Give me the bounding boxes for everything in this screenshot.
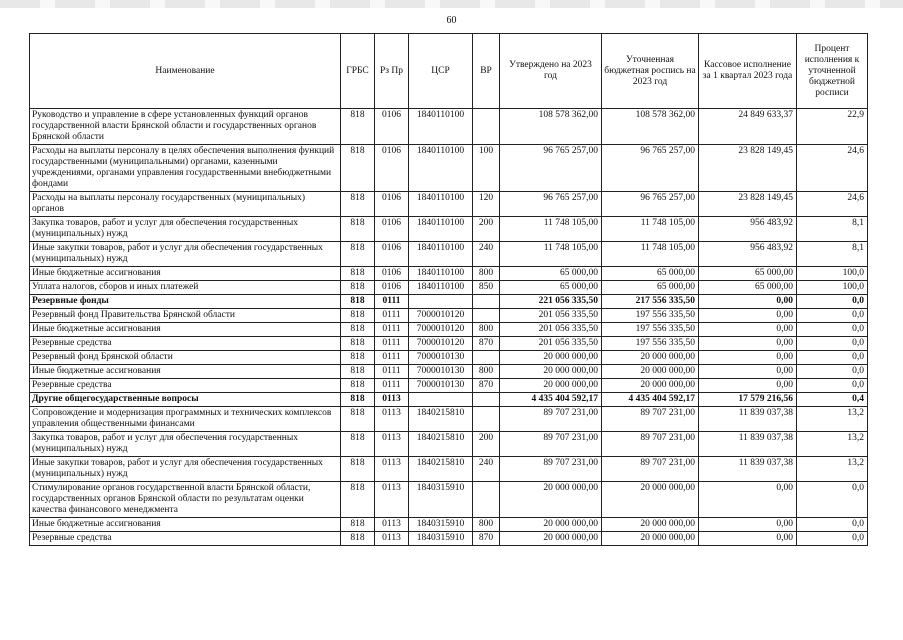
table-row — [30, 145, 868, 192]
cell-csr: 1840315910 — [409, 518, 473, 532]
table-row — [30, 365, 868, 379]
cell-rzpr: 0113 — [375, 432, 409, 457]
cell-vr: 800 — [473, 267, 500, 281]
cell-approved: 65 000,00 — [500, 267, 602, 281]
cell-grbs: 818 — [341, 145, 375, 192]
cell-percent: 100,0 — [797, 267, 868, 281]
cell-vr: 870 — [473, 337, 500, 351]
cell-grbs: 818 — [341, 281, 375, 295]
cell-name: Уплата налогов, сборов и иных платежей — [30, 281, 341, 295]
table-row — [30, 309, 868, 323]
cell-refined: 20 000 000,00 — [602, 532, 699, 546]
cell-rzpr: 0106 — [375, 242, 409, 267]
cell-csr: 1840110100 — [409, 192, 473, 217]
cell-grbs: 818 — [341, 295, 375, 309]
cell-cash: 0,00 — [699, 379, 797, 393]
cell-name: Иные бюджетные ассигнования — [30, 365, 341, 379]
cell-csr: 7000010130 — [409, 379, 473, 393]
cell-approved: 11 748 105,00 — [500, 242, 602, 267]
header-refined: Уточненная бюджетная роспись на 2023 год — [602, 34, 699, 109]
cell-approved: 20 000 000,00 — [500, 518, 602, 532]
cell-cash: 11 839 037,38 — [699, 407, 797, 432]
cell-rzpr: 0113 — [375, 482, 409, 518]
cell-vr: 100 — [473, 145, 500, 192]
cell-name: Иные бюджетные ассигнования — [30, 323, 341, 337]
cell-vr: 800 — [473, 518, 500, 532]
cell-rzpr: 0111 — [375, 309, 409, 323]
cell-approved: 201 056 335,50 — [500, 337, 602, 351]
cell-grbs: 818 — [341, 309, 375, 323]
cell-percent: 24,6 — [797, 192, 868, 217]
cell-vr — [473, 109, 500, 145]
cell-approved: 20 000 000,00 — [500, 482, 602, 518]
cell-csr: 7000010130 — [409, 365, 473, 379]
cell-cash: 0,00 — [699, 518, 797, 532]
cell-name: Расходы на выплаты персоналу государственных (муниципальных) органов — [30, 192, 341, 217]
cell-cash: 11 839 037,38 — [699, 457, 797, 482]
cell-cash: 0,00 — [699, 351, 797, 365]
header-rzpr: Рз Пр — [375, 34, 409, 109]
cell-refined: 197 556 335,50 — [602, 309, 699, 323]
cell-grbs: 818 — [341, 242, 375, 267]
cell-rzpr: 0106 — [375, 281, 409, 295]
header-name: Наименование — [30, 34, 341, 109]
cell-refined: 96 765 257,00 — [602, 145, 699, 192]
cell-csr: 1840315910 — [409, 482, 473, 518]
cell-name: Закупка товаров, работ и услуг для обеспечения государственных (муниципальных) нужд — [30, 217, 341, 242]
cell-rzpr: 0113 — [375, 457, 409, 482]
cell-csr: 1840215810 — [409, 457, 473, 482]
table-row — [30, 281, 868, 295]
cell-csr: 1840110100 — [409, 242, 473, 267]
cell-vr: 240 — [473, 457, 500, 482]
cell-refined: 20 000 000,00 — [602, 351, 699, 365]
cell-grbs: 818 — [341, 351, 375, 365]
table-row — [30, 323, 868, 337]
cell-approved: 4 435 404 592,17 — [500, 393, 602, 407]
cell-csr: 1840315910 — [409, 532, 473, 546]
cell-name: Стимулирование органов государственной власти Брянской области, государственных органов Брянской области по результатам оценки качества финансового менеджмента — [30, 482, 341, 518]
cell-rzpr: 0113 — [375, 518, 409, 532]
cell-grbs: 818 — [341, 393, 375, 407]
cell-vr — [473, 351, 500, 365]
cell-cash: 0,00 — [699, 295, 797, 309]
cell-cash: 23 828 149,45 — [699, 192, 797, 217]
cell-refined: 89 707 231,00 — [602, 407, 699, 432]
cell-approved: 89 707 231,00 — [500, 457, 602, 482]
cell-cash: 65 000,00 — [699, 281, 797, 295]
cell-csr: 7000010120 — [409, 323, 473, 337]
cell-cash: 11 839 037,38 — [699, 432, 797, 457]
cell-csr: 1840110100 — [409, 145, 473, 192]
cell-percent: 13,2 — [797, 457, 868, 482]
cell-refined: 197 556 335,50 — [602, 337, 699, 351]
cell-approved: 20 000 000,00 — [500, 365, 602, 379]
cell-approved: 11 748 105,00 — [500, 217, 602, 242]
cell-vr: 240 — [473, 242, 500, 267]
cell-grbs: 818 — [341, 267, 375, 281]
cell-refined: 20 000 000,00 — [602, 482, 699, 518]
cell-cash: 956 483,92 — [699, 217, 797, 242]
cell-refined: 20 000 000,00 — [602, 365, 699, 379]
cell-percent: 0,4 — [797, 393, 868, 407]
cell-vr: 200 — [473, 432, 500, 457]
cell-rzpr: 0106 — [375, 192, 409, 217]
table-row — [30, 532, 868, 546]
budget-table — [29, 33, 868, 546]
cell-name: Резервные средства — [30, 337, 341, 351]
cell-csr: 1840110100 — [409, 109, 473, 145]
cell-csr: 1840110100 — [409, 217, 473, 242]
cell-name: Расходы на выплаты персоналу в целях обеспечения выполнения функций государственными (муниципальными) органами, казенными учреждениями, органами управления государственными внебюджетными фондами — [30, 145, 341, 192]
cell-rzpr: 0106 — [375, 109, 409, 145]
cell-percent: 0,0 — [797, 295, 868, 309]
cell-approved: 201 056 335,50 — [500, 323, 602, 337]
cell-refined: 108 578 362,00 — [602, 109, 699, 145]
header-cash: Кассовое исполнение за 1 квартал 2023 года — [699, 34, 797, 109]
cell-refined: 20 000 000,00 — [602, 379, 699, 393]
cell-grbs: 818 — [341, 457, 375, 482]
cell-refined: 197 556 335,50 — [602, 323, 699, 337]
cell-vr — [473, 407, 500, 432]
cell-vr: 850 — [473, 281, 500, 295]
cell-csr: 1840110100 — [409, 267, 473, 281]
table-row — [30, 337, 868, 351]
table-row — [30, 217, 868, 242]
table-row — [30, 267, 868, 281]
cell-name: Иные бюджетные ассигнования — [30, 518, 341, 532]
cell-percent: 0,0 — [797, 337, 868, 351]
cell-cash: 65 000,00 — [699, 267, 797, 281]
cell-cash: 24 849 633,37 — [699, 109, 797, 145]
cell-csr: 7000010120 — [409, 309, 473, 323]
cell-rzpr: 0113 — [375, 393, 409, 407]
scan-edge — [0, 0, 903, 8]
cell-grbs: 818 — [341, 109, 375, 145]
cell-percent: 8,1 — [797, 217, 868, 242]
cell-cash: 0,00 — [699, 309, 797, 323]
cell-approved: 65 000,00 — [500, 281, 602, 295]
cell-approved: 89 707 231,00 — [500, 407, 602, 432]
cell-grbs: 818 — [341, 192, 375, 217]
cell-percent: 22,9 — [797, 109, 868, 145]
cell-percent: 0,0 — [797, 365, 868, 379]
table-row — [30, 109, 868, 145]
cell-rzpr: 0111 — [375, 295, 409, 309]
cell-rzpr: 0111 — [375, 379, 409, 393]
cell-grbs: 818 — [341, 407, 375, 432]
cell-rzpr: 0111 — [375, 365, 409, 379]
cell-approved: 108 578 362,00 — [500, 109, 602, 145]
cell-csr — [409, 393, 473, 407]
table-row — [30, 432, 868, 457]
cell-refined: 4 435 404 592,17 — [602, 393, 699, 407]
cell-grbs: 818 — [341, 365, 375, 379]
cell-grbs: 818 — [341, 432, 375, 457]
header-vr: ВР — [473, 34, 500, 109]
cell-percent: 13,2 — [797, 432, 868, 457]
cell-cash: 0,00 — [699, 532, 797, 546]
cell-cash: 0,00 — [699, 337, 797, 351]
cell-approved: 20 000 000,00 — [500, 379, 602, 393]
cell-refined: 96 765 257,00 — [602, 192, 699, 217]
cell-csr: 1840110100 — [409, 281, 473, 295]
cell-rzpr: 0111 — [375, 323, 409, 337]
table-row — [30, 518, 868, 532]
cell-vr: 870 — [473, 532, 500, 546]
cell-refined: 89 707 231,00 — [602, 457, 699, 482]
cell-percent: 100,0 — [797, 281, 868, 295]
cell-cash: 0,00 — [699, 482, 797, 518]
cell-percent: 0,0 — [797, 379, 868, 393]
cell-approved: 20 000 000,00 — [500, 351, 602, 365]
cell-name: Иные закупки товаров, работ и услуг для обеспечения государственных (муниципальных) нужд — [30, 242, 341, 267]
cell-grbs: 818 — [341, 379, 375, 393]
header-approved: Утверждено на 2023 год — [500, 34, 602, 109]
cell-name: Резервный фонд Брянской области — [30, 351, 341, 365]
cell-vr — [473, 295, 500, 309]
cell-approved: 96 765 257,00 — [500, 145, 602, 192]
table-header-row — [30, 34, 868, 109]
cell-name: Сопровождение и модернизация программных и технических комплексов управления общественными финансами — [30, 407, 341, 432]
cell-vr — [473, 393, 500, 407]
cell-cash: 17 579 216,56 — [699, 393, 797, 407]
table-row — [30, 192, 868, 217]
cell-vr — [473, 482, 500, 518]
cell-refined: 20 000 000,00 — [602, 518, 699, 532]
table-row — [30, 379, 868, 393]
table-row — [30, 393, 868, 407]
cell-percent: 0,0 — [797, 323, 868, 337]
cell-rzpr: 0113 — [375, 407, 409, 432]
cell-rzpr: 0111 — [375, 351, 409, 365]
cell-percent: 24,6 — [797, 145, 868, 192]
table-row — [30, 457, 868, 482]
cell-approved: 20 000 000,00 — [500, 532, 602, 546]
header-percent: Процент исполнения к уточненной бюджетной росписи — [797, 34, 868, 109]
cell-refined: 89 707 231,00 — [602, 432, 699, 457]
cell-name: Другие общегосударственные вопросы — [30, 393, 341, 407]
cell-rzpr: 0113 — [375, 532, 409, 546]
cell-name: Иные бюджетные ассигнования — [30, 267, 341, 281]
cell-name: Резервные фонды — [30, 295, 341, 309]
cell-vr: 800 — [473, 323, 500, 337]
cell-cash: 0,00 — [699, 323, 797, 337]
cell-rzpr: 0106 — [375, 217, 409, 242]
cell-grbs: 818 — [341, 482, 375, 518]
cell-name: Резервный фонд Правительства Брянской области — [30, 309, 341, 323]
cell-vr: 800 — [473, 365, 500, 379]
cell-percent: 8,1 — [797, 242, 868, 267]
cell-cash: 0,00 — [699, 365, 797, 379]
table-row — [30, 407, 868, 432]
page-number: 60 — [446, 15, 457, 26]
cell-rzpr: 0106 — [375, 145, 409, 192]
cell-vr: 870 — [473, 379, 500, 393]
cell-percent: 13,2 — [797, 407, 868, 432]
cell-approved: 89 707 231,00 — [500, 432, 602, 457]
cell-approved: 201 056 335,50 — [500, 309, 602, 323]
cell-cash: 956 483,92 — [699, 242, 797, 267]
cell-refined: 217 556 335,50 — [602, 295, 699, 309]
cell-csr: 7000010130 — [409, 351, 473, 365]
cell-cash: 23 828 149,45 — [699, 145, 797, 192]
cell-csr: 7000010120 — [409, 337, 473, 351]
cell-percent: 0,0 — [797, 351, 868, 365]
table-row — [30, 295, 868, 309]
cell-csr: 1840215810 — [409, 432, 473, 457]
cell-percent: 0,0 — [797, 482, 868, 518]
cell-refined: 65 000,00 — [602, 267, 699, 281]
cell-name: Иные закупки товаров, работ и услуг для обеспечения государственных (муниципальных) нужд — [30, 457, 341, 482]
table-row — [30, 482, 868, 518]
cell-vr — [473, 309, 500, 323]
budget-table-container — [29, 33, 867, 546]
table-body — [30, 109, 868, 546]
header-csr: ЦСР — [409, 34, 473, 109]
cell-percent: 0,0 — [797, 532, 868, 546]
cell-refined: 65 000,00 — [602, 281, 699, 295]
cell-name: Резервные средства — [30, 532, 341, 546]
cell-csr: 1840215810 — [409, 407, 473, 432]
cell-grbs: 818 — [341, 217, 375, 242]
cell-grbs: 818 — [341, 323, 375, 337]
table-row — [30, 351, 868, 365]
cell-approved: 221 056 335,50 — [500, 295, 602, 309]
cell-vr: 200 — [473, 217, 500, 242]
cell-rzpr: 0106 — [375, 267, 409, 281]
cell-grbs: 818 — [341, 337, 375, 351]
cell-rzpr: 0111 — [375, 337, 409, 351]
header-grbs: ГРБС — [341, 34, 375, 109]
cell-percent: 0,0 — [797, 518, 868, 532]
cell-csr — [409, 295, 473, 309]
cell-name: Закупка товаров, работ и услуг для обеспечения государственных (муниципальных) нужд — [30, 432, 341, 457]
cell-refined: 11 748 105,00 — [602, 242, 699, 267]
cell-refined: 11 748 105,00 — [602, 217, 699, 242]
cell-percent: 0,0 — [797, 309, 868, 323]
cell-grbs: 818 — [341, 532, 375, 546]
table-row — [30, 242, 868, 267]
cell-name: Руководство и управление в сфере установленных функций органов государственной власти Брянской области и государственных органов Брянской области — [30, 109, 341, 145]
cell-name: Резервные средства — [30, 379, 341, 393]
cell-vr: 120 — [473, 192, 500, 217]
cell-grbs: 818 — [341, 518, 375, 532]
cell-approved: 96 765 257,00 — [500, 192, 602, 217]
